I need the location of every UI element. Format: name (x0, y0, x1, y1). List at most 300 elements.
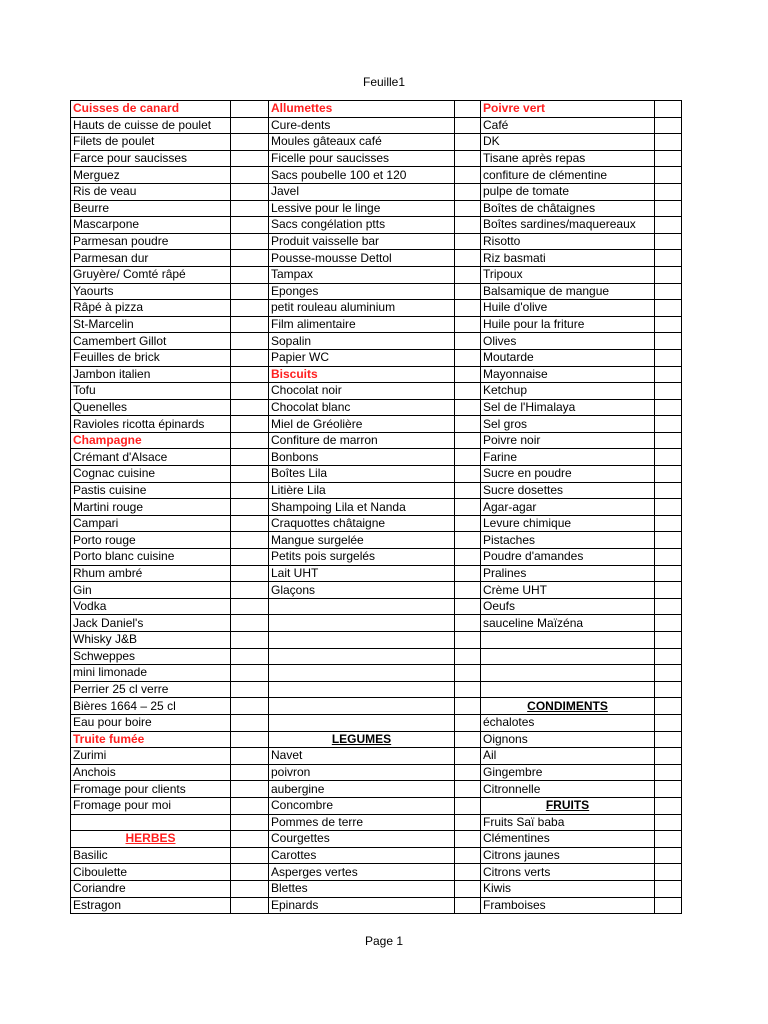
list-item: Mangue surgelée (269, 532, 455, 549)
list-item: Papier WC (269, 349, 455, 366)
check-cell (455, 101, 481, 118)
check-cell (231, 117, 269, 134)
check-cell (455, 549, 481, 566)
check-cell (231, 748, 269, 765)
list-item: Kiwis (481, 880, 655, 897)
check-cell (455, 831, 481, 848)
list-item: Fruits Saï baba (481, 814, 655, 831)
check-cell (655, 681, 682, 698)
check-cell (231, 565, 269, 582)
list-item: Citronnelle (481, 781, 655, 798)
list-item: Citrons verts (481, 864, 655, 881)
check-cell (455, 632, 481, 649)
list-item: Vodka (71, 598, 231, 615)
check-cell (655, 565, 682, 582)
list-item (481, 681, 655, 698)
check-cell (455, 432, 481, 449)
check-cell (231, 183, 269, 200)
check-cell (655, 864, 682, 881)
check-cell (455, 399, 481, 416)
list-item: Bières 1664 – 25 cl (71, 698, 231, 715)
table-row (71, 549, 682, 566)
sheet-title: Feuille1 (362, 75, 406, 89)
check-cell (455, 847, 481, 864)
list-item (269, 615, 455, 632)
check-cell (455, 598, 481, 615)
check-cell (231, 582, 269, 599)
check-cell (655, 764, 682, 781)
check-cell (231, 814, 269, 831)
list-item: Martini rouge (71, 499, 231, 516)
list-item: confiture de clémentine (481, 167, 655, 184)
table-row (71, 615, 682, 632)
check-cell (655, 383, 682, 400)
check-cell (455, 648, 481, 665)
list-item: Clémentines (481, 831, 655, 848)
list-item: Filets de poulet (71, 134, 231, 151)
check-cell (231, 764, 269, 781)
check-cell (455, 764, 481, 781)
check-cell (455, 814, 481, 831)
list-item: Sel de l'Himalaya (481, 399, 655, 416)
check-cell (655, 698, 682, 715)
table-row (71, 598, 682, 615)
check-cell (231, 217, 269, 234)
list-item: Poivre vert (481, 101, 655, 118)
table-row (71, 101, 682, 118)
check-cell (655, 847, 682, 864)
table-row (71, 217, 682, 234)
table-row (71, 399, 682, 416)
check-cell (655, 897, 682, 914)
list-item (269, 632, 455, 649)
check-cell (231, 781, 269, 798)
list-item: Huile d'olive (481, 300, 655, 317)
check-cell (655, 300, 682, 317)
list-item: sauceline Maïzéna (481, 615, 655, 632)
check-cell (231, 515, 269, 532)
check-cell (655, 449, 682, 466)
table-row (71, 665, 682, 682)
list-item: Perrier 25 cl verre (71, 681, 231, 698)
check-cell (231, 698, 269, 715)
check-cell (455, 316, 481, 333)
list-item: Camembert Gillot (71, 333, 231, 350)
table-row (71, 565, 682, 582)
check-cell (655, 217, 682, 234)
check-cell (455, 250, 481, 267)
table-row (71, 532, 682, 549)
list-item: Merguez (71, 167, 231, 184)
check-cell (455, 117, 481, 134)
check-cell (655, 316, 682, 333)
check-cell (231, 150, 269, 167)
list-item (269, 648, 455, 665)
list-item: Ail (481, 748, 655, 765)
list-item: Rhum ambré (71, 565, 231, 582)
table-row (71, 366, 682, 383)
list-item: Café (481, 117, 655, 134)
check-cell (655, 101, 682, 118)
check-cell (455, 532, 481, 549)
list-item: Tampax (269, 266, 455, 283)
list-item: Cognac cuisine (71, 466, 231, 483)
table-row (71, 432, 682, 449)
list-item: Gingembre (481, 764, 655, 781)
list-item: Crémant d'Alsace (71, 449, 231, 466)
list-item: Litière Lila (269, 482, 455, 499)
list-item: Pastis cuisine (71, 482, 231, 499)
list-item: Cuisses de canard (71, 101, 231, 118)
list-item: FRUITS (481, 797, 655, 814)
check-cell (655, 283, 682, 300)
check-cell (231, 831, 269, 848)
table-row (71, 632, 682, 649)
list-item: Hauts de cuisse de poulet (71, 117, 231, 134)
check-cell (455, 748, 481, 765)
check-cell (231, 101, 269, 118)
table-row (71, 648, 682, 665)
check-cell (655, 266, 682, 283)
check-cell (231, 632, 269, 649)
check-cell (455, 300, 481, 317)
check-cell (455, 864, 481, 881)
check-cell (455, 200, 481, 217)
table-row (71, 814, 682, 831)
list-item (269, 698, 455, 715)
table-row (71, 200, 682, 217)
list-item: Oignons (481, 731, 655, 748)
check-cell (231, 797, 269, 814)
list-item: Crème UHT (481, 582, 655, 599)
check-cell (231, 349, 269, 366)
list-item: Truite fumée (71, 731, 231, 748)
table-row (71, 499, 682, 516)
list-item: Riz basmati (481, 250, 655, 267)
list-item: Javel (269, 183, 455, 200)
list-item: Schweppes (71, 648, 231, 665)
check-cell (231, 416, 269, 433)
check-cell (231, 847, 269, 864)
list-item: Allumettes (269, 101, 455, 118)
list-item: Pommes de terre (269, 814, 455, 831)
list-item: Miel de Gréolière (269, 416, 455, 433)
list-item: Ketchup (481, 383, 655, 400)
list-item: Tofu (71, 383, 231, 400)
check-cell (231, 897, 269, 914)
list-item: Lait UHT (269, 565, 455, 582)
table-row (71, 416, 682, 433)
list-item: Blettes (269, 880, 455, 897)
check-cell (231, 266, 269, 283)
check-cell (455, 366, 481, 383)
check-cell (655, 432, 682, 449)
check-cell (455, 349, 481, 366)
list-item: Navet (269, 748, 455, 765)
check-cell (455, 333, 481, 350)
check-cell (655, 399, 682, 416)
list-item: Petits pois surgelés (269, 549, 455, 566)
check-cell (231, 714, 269, 731)
list-item: Champagne (71, 432, 231, 449)
check-cell (655, 549, 682, 566)
table-row (71, 698, 682, 715)
list-item: Tisane après repas (481, 150, 655, 167)
list-item: St-Marcelin (71, 316, 231, 333)
list-item: Ris de veau (71, 183, 231, 200)
table-row (71, 482, 682, 499)
table-row (71, 681, 682, 698)
list-item: Ciboulette (71, 864, 231, 881)
check-cell (655, 781, 682, 798)
check-cell (655, 183, 682, 200)
list-item (269, 598, 455, 615)
list-item: Glaçons (269, 582, 455, 599)
list-item: Sacs poubelle 100 et 120 (269, 167, 455, 184)
list-item: Concombre (269, 797, 455, 814)
check-cell (655, 366, 682, 383)
check-cell (455, 565, 481, 582)
list-item: Campari (71, 515, 231, 532)
list-item: Anchois (71, 764, 231, 781)
list-item: Framboises (481, 897, 655, 914)
list-item: Coriandre (71, 880, 231, 897)
table-row (71, 831, 682, 848)
list-item: Courgettes (269, 831, 455, 848)
table-row (71, 847, 682, 864)
table-row (71, 764, 682, 781)
check-cell (455, 482, 481, 499)
list-item: pulpe de tomate (481, 183, 655, 200)
table-row (71, 714, 682, 731)
check-cell (455, 681, 481, 698)
table-row (71, 383, 682, 400)
check-cell (231, 316, 269, 333)
check-cell (455, 797, 481, 814)
list-item: poivron (269, 764, 455, 781)
check-cell (455, 134, 481, 151)
table-row (71, 349, 682, 366)
list-item (71, 814, 231, 831)
check-cell (231, 283, 269, 300)
list-item: Beurre (71, 200, 231, 217)
check-cell (655, 632, 682, 649)
check-cell (455, 615, 481, 632)
list-item: Biscuits (269, 366, 455, 383)
table-row (71, 880, 682, 897)
table-row (71, 731, 682, 748)
check-cell (231, 333, 269, 350)
check-cell (455, 449, 481, 466)
list-item: Eponges (269, 283, 455, 300)
check-cell (655, 499, 682, 516)
list-item: Whisky J&B (71, 632, 231, 649)
list-item: Chocolat blanc (269, 399, 455, 416)
table-row (71, 781, 682, 798)
check-cell (231, 134, 269, 151)
check-cell (231, 681, 269, 698)
list-item: Craquottes châtaigne (269, 515, 455, 532)
check-cell (231, 200, 269, 217)
list-item: Farce pour saucisses (71, 150, 231, 167)
list-item: Moutarde (481, 349, 655, 366)
check-cell (655, 416, 682, 433)
check-cell (455, 233, 481, 250)
check-cell (231, 366, 269, 383)
check-cell (231, 549, 269, 566)
list-item: Bonbons (269, 449, 455, 466)
list-item: Poivre noir (481, 432, 655, 449)
list-item (269, 714, 455, 731)
table-row (71, 316, 682, 333)
shopping-list-table (70, 100, 682, 914)
check-cell (655, 532, 682, 549)
list-item: Poudre d'amandes (481, 549, 655, 566)
check-cell (231, 864, 269, 881)
list-item: Cure-dents (269, 117, 455, 134)
list-item: Oeufs (481, 598, 655, 615)
check-cell (655, 665, 682, 682)
check-cell (231, 880, 269, 897)
list-item: mini limonade (71, 665, 231, 682)
check-cell (231, 383, 269, 400)
list-item: Jambon italien (71, 366, 231, 383)
list-item: Sucre dosettes (481, 482, 655, 499)
list-item: Tripoux (481, 266, 655, 283)
check-cell (655, 515, 682, 532)
table-row (71, 233, 682, 250)
list-item: Balsamique de mangue (481, 283, 655, 300)
list-item: Fromage pour clients (71, 781, 231, 798)
list-item: Boîtes Lila (269, 466, 455, 483)
check-cell (655, 200, 682, 217)
list-item: Boîtes sardines/maquereaux (481, 217, 655, 234)
list-item: Râpé à pizza (71, 300, 231, 317)
check-cell (455, 781, 481, 798)
list-item: Basilic (71, 847, 231, 864)
list-item: Zurimi (71, 748, 231, 765)
list-item: Feuilles de brick (71, 349, 231, 366)
list-item: Mayonnaise (481, 366, 655, 383)
list-item: petit rouleau aluminium (269, 300, 455, 317)
check-cell (231, 665, 269, 682)
table-row (71, 333, 682, 350)
check-cell (455, 665, 481, 682)
check-cell (655, 814, 682, 831)
list-item: Citrons jaunes (481, 847, 655, 864)
list-item: DK (481, 134, 655, 151)
check-cell (455, 266, 481, 283)
check-cell (655, 250, 682, 267)
list-item: Quenelles (71, 399, 231, 416)
check-cell (231, 499, 269, 516)
list-item: CONDIMENTS (481, 698, 655, 715)
list-item: Porto rouge (71, 532, 231, 549)
check-cell (655, 880, 682, 897)
list-item: Asperges vertes (269, 864, 455, 881)
check-cell (455, 897, 481, 914)
check-cell (231, 598, 269, 615)
list-item: Jack Daniel's (71, 615, 231, 632)
list-item: Gin (71, 582, 231, 599)
list-item: Huile pour la friture (481, 316, 655, 333)
check-cell (455, 582, 481, 599)
check-cell (455, 416, 481, 433)
list-item: aubergine (269, 781, 455, 798)
check-cell (455, 150, 481, 167)
check-cell (231, 731, 269, 748)
list-item (269, 681, 455, 698)
list-item: Sacs congélation ptts (269, 217, 455, 234)
list-item: Pousse-mousse Dettol (269, 250, 455, 267)
check-cell (231, 449, 269, 466)
list-item: HERBES (71, 831, 231, 848)
shopping-list-body (71, 101, 682, 914)
check-cell (455, 714, 481, 731)
check-cell (231, 399, 269, 416)
check-cell (455, 283, 481, 300)
table-row (71, 250, 682, 267)
check-cell (231, 532, 269, 549)
check-cell (455, 383, 481, 400)
page-footer: Page 1 (364, 934, 404, 948)
list-item (269, 665, 455, 682)
list-item: Produit vaisselle bar (269, 233, 455, 250)
list-item: Pralines (481, 565, 655, 582)
list-item: Confiture de marron (269, 432, 455, 449)
check-cell (655, 831, 682, 848)
check-cell (455, 167, 481, 184)
table-row (71, 797, 682, 814)
table-row (71, 150, 682, 167)
table-row (71, 183, 682, 200)
list-item: Porto blanc cuisine (71, 549, 231, 566)
check-cell (655, 233, 682, 250)
list-item: Ficelle pour saucisses (269, 150, 455, 167)
check-cell (655, 134, 682, 151)
check-cell (655, 349, 682, 366)
list-item: Moules gâteaux café (269, 134, 455, 151)
check-cell (655, 167, 682, 184)
list-item (481, 648, 655, 665)
check-cell (655, 748, 682, 765)
list-item: Sel gros (481, 416, 655, 433)
list-item: Ravioles ricotta épinards (71, 416, 231, 433)
table-row (71, 864, 682, 881)
list-item: Parmesan poudre (71, 233, 231, 250)
table-row (71, 897, 682, 914)
list-item: Olives (481, 333, 655, 350)
list-item: Yaourts (71, 283, 231, 300)
check-cell (655, 797, 682, 814)
check-cell (231, 167, 269, 184)
list-item: échalotes (481, 714, 655, 731)
list-item: Carottes (269, 847, 455, 864)
check-cell (655, 582, 682, 599)
check-cell (231, 466, 269, 483)
list-item: Levure chimique (481, 515, 655, 532)
list-item: Sopalin (269, 333, 455, 350)
check-cell (231, 648, 269, 665)
check-cell (655, 150, 682, 167)
check-cell (655, 615, 682, 632)
check-cell (455, 698, 481, 715)
check-cell (655, 482, 682, 499)
list-item: Boîtes de châtaignes (481, 200, 655, 217)
check-cell (455, 731, 481, 748)
check-cell (231, 250, 269, 267)
table-row (71, 748, 682, 765)
